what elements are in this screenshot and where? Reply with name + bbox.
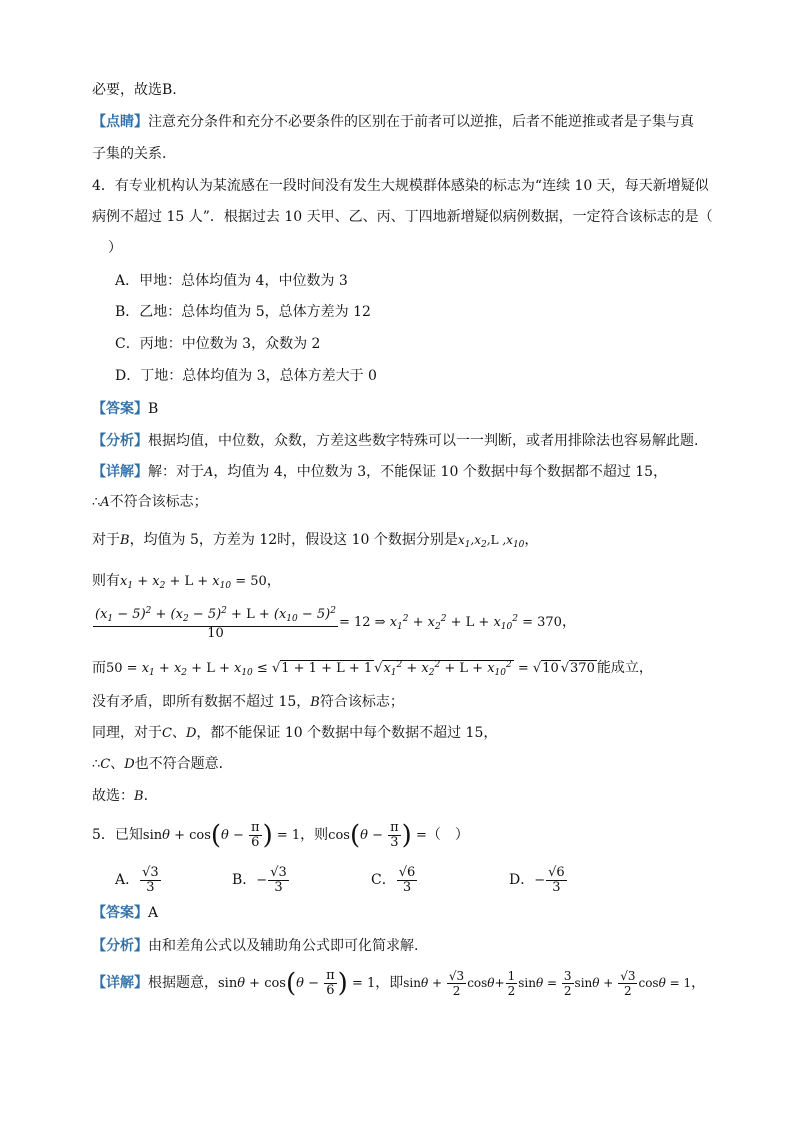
q5-detail-line: 【详解】根据题意，sinθ + cos(θ − $\frac{\pi}{6}$ ) = 1，即sinθ + $\frac{√3}{2}$ cosθ+ $\frac{1}{2}$ sinθ = $\frac{3}{2}$ sinθ + $\frac{√3}{2}$ cosθ = 1，	[92, 968, 706, 999]
text-line: 子集的关系．	[92, 146, 176, 162]
answer-tag: 【答案】	[92, 401, 148, 417]
dianjing-tag: 【点睛】	[92, 114, 148, 130]
math-line: 而$50 = x_1 + x_2 + L + x_{10} \le √1 + 1 + L + 1$ $√x_1^2 + x_2^2 + L + x_{10}^2 = √10$ √370 能成立，	[92, 660, 653, 678]
q5-choice-c: C． $\frac{√6}{3}$	[371, 864, 416, 895]
text-line: 必要，故选B.	[92, 82, 177, 98]
q4-detail-line: 【详解】解：对于A，均值为 4，中位数为 3，不能保证 10 个数据中每个数据都不超过 15，	[92, 464, 668, 480]
analysis-tag: 【分析】	[92, 433, 148, 449]
analysis-tag: 【分析】	[92, 938, 148, 954]
text-line: ∴C、D也不符合题意．	[92, 756, 233, 772]
text-line: 对于B，均值为 5，方差为 12时，假设这 10 个数据分别是$x_1,x_2,L$ $,x_{10}$，	[92, 532, 539, 550]
question-4-stem: 4．有专业机构认为某流感在一段时间没有发生大规模群体感染的标志为“连续 10 天，每天新增疑似	[92, 178, 709, 194]
text-line: 同理，对于C、D，都不能保证 10 个数据中每个数据不超过 15，	[92, 725, 498, 741]
q4-analysis-line: 【分析】根据均值，中位数，众数，方差这些数字特殊可以一一判断，或者用排除法也容易解此题.	[92, 433, 699, 449]
q4-option-b: B．乙地：总体均值为 5，总体方差为 12	[115, 304, 371, 320]
q5-analysis-line: 【分析】由和差角公式以及辅助角公式即可化简求解.	[92, 938, 419, 954]
question-4-stem: 病例不超过 15 人”．根据过去 10 天甲、乙、丙、丁四地新增疑似病例数据，一定符合该标志的是（	[92, 209, 713, 225]
q5-choice-d: D．− $\frac{√6}{3}$	[509, 864, 565, 895]
variance-fraction: $\frac{(x_1 - 5)^2 + (x_2 - 5)^2 + L + (x_{10} - 5)^2}{10}$	[95, 605, 336, 641]
math-line: 则有$x_1 + x_2 + L + x_{10} = 50$，	[92, 573, 281, 591]
q4-answer-line: 【答案】B	[92, 401, 159, 417]
answer-tag: 【答案】	[92, 905, 148, 921]
q4-option-a: A．甲地：总体均值为 4，中位数为 3	[115, 273, 348, 289]
q4-option-c: C．丙地：中位数为 3，众数为 2	[115, 336, 321, 352]
q5-choice-a: A． $\frac{√3}{3}$	[115, 864, 159, 895]
text-line: ∴A不符合该标志；	[92, 494, 208, 510]
q4-option-d: D．丁地：总体均值为 3，总体方差大于 0	[115, 368, 377, 384]
text-line: 没有矛盾，即所有数据不超过 15，B符合该标志；	[92, 694, 404, 710]
detail-tag: 【详解】	[92, 975, 148, 991]
math-line: $\frac{(x_1 - 5)^2 + (x_2 - 5)^2 + L + (x_{10} - 5)^2}{10}$ = 12 ⇒ $x_1^2 + x_2^2 + L + x_{10}^2 = 370$，	[95, 605, 576, 641]
question-5-stem: 5．已知sinθ + cos(θ − $\frac{\pi}{6}$ ) = 1，则cos(θ − $\frac{\pi}{3}$ ) =（ ）	[92, 820, 469, 851]
dianjing-line: 【点睛】注意充分条件和充分不必要条件的区别在于前者可以逆推，后者不能逆推或者是子集与真	[92, 114, 694, 130]
question-4-stem: ）	[108, 240, 122, 256]
q5-choice-b: B．− $\frac{√3}{3}$	[232, 864, 287, 895]
text-line: 故选：B.	[92, 788, 149, 804]
q5-answer-line: 【答案】A	[92, 905, 159, 921]
detail-tag: 【详解】	[92, 464, 148, 480]
